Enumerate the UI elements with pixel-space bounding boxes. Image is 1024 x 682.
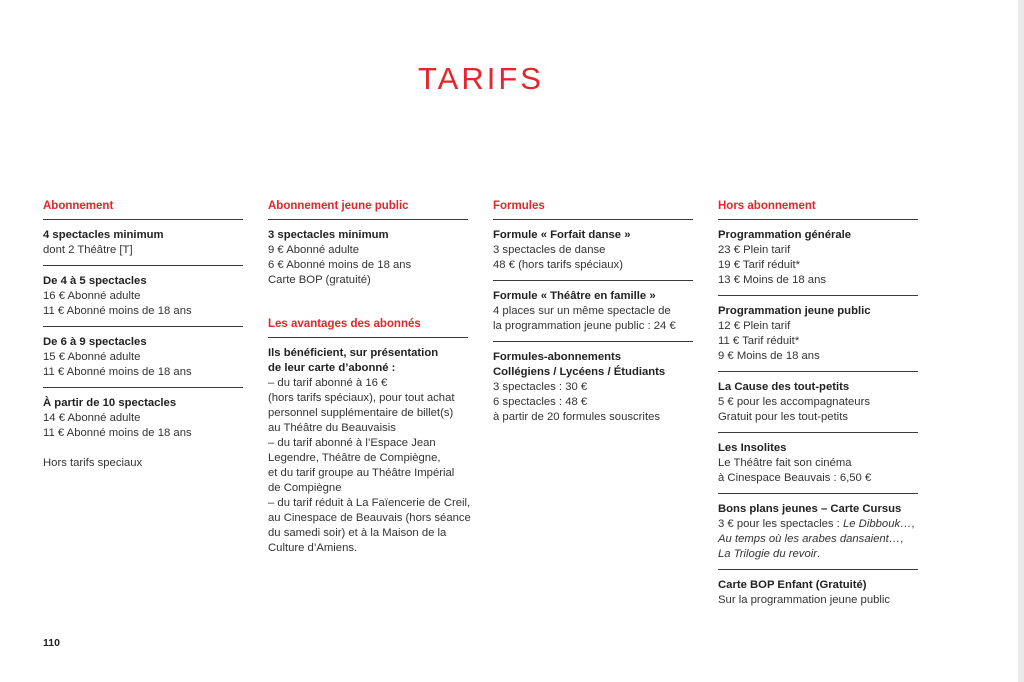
block-line: 3 spectacles : 30 € xyxy=(493,381,588,393)
line-text: . xyxy=(817,548,821,560)
block-programmation-generale xyxy=(718,220,918,296)
block-line: 9 € Moins de 18 ans xyxy=(718,350,820,362)
block-line: – du tarif réduit à La Faïencerie de Creil, xyxy=(268,497,471,509)
note-hors-tarifs: Hors tarifs speciaux xyxy=(43,457,143,469)
heading-hors-abonnement: Hors abonnement xyxy=(718,199,918,220)
block-carte-bop-enfant xyxy=(718,570,918,615)
block-bons-plans-jeunes xyxy=(718,494,918,570)
block-line: 15 € Abonné adulte xyxy=(43,351,141,363)
heading-abonnement: Abonnement xyxy=(43,199,243,220)
block-line: 11 € Tarif réduit* xyxy=(718,335,800,347)
block-line: 6 spectacles : 48 € xyxy=(493,396,588,408)
block-line: au Cinespace de Beauvais (hors séance xyxy=(268,512,471,524)
block-line xyxy=(718,532,918,547)
block-line: 9 € Abonné adulte xyxy=(268,244,360,256)
block-line: 16 € Abonné adulte xyxy=(43,290,141,302)
line-text: 3 € pour les spectacles : xyxy=(718,518,843,530)
block-4-spectacles xyxy=(43,220,243,266)
column-hors-abonnement xyxy=(718,199,918,615)
block-6-9-spectacles xyxy=(43,327,243,388)
block-line xyxy=(718,517,918,532)
column-jeune-public xyxy=(268,199,471,563)
block-avantages xyxy=(268,338,471,563)
show-title: La Trilogie du revoir xyxy=(718,548,817,560)
line-text: , xyxy=(900,533,904,545)
block-insolites xyxy=(718,433,918,494)
block-title: À partir de 10 spectacles xyxy=(43,397,177,409)
block-line: personnel supplémentaire de billet(s) xyxy=(268,407,454,419)
page-edge xyxy=(1018,0,1024,682)
block-line: – du tarif abonné à l’Espace Jean xyxy=(268,437,436,449)
block-line: 11 € Abonné moins de 18 ans xyxy=(43,366,192,378)
block-line: au Théâtre du Beauvaisis xyxy=(268,422,396,434)
block-line: Le Théâtre fait son cinéma xyxy=(718,457,852,469)
block-line: 13 € Moins de 18 ans xyxy=(718,274,827,286)
block-programmation-jeune-public xyxy=(718,296,918,372)
block-line xyxy=(718,547,918,562)
block-title: De 4 à 5 spectacles xyxy=(43,275,147,287)
block-title: Formule « Forfait danse » xyxy=(493,229,631,241)
block-title: 4 spectacles minimum xyxy=(43,229,164,241)
block-line: et du tarif groupe au Théâtre Impérial xyxy=(268,467,455,479)
block-line: 23 € Plein tarif xyxy=(718,244,791,256)
column-formules xyxy=(493,199,693,432)
block-line: de Compiègne xyxy=(268,482,342,494)
block-line: Gratuit pour les tout-petits xyxy=(718,411,848,423)
block-10-spectacles xyxy=(43,388,243,448)
block-line: la programmation jeune public : 24 € xyxy=(493,320,676,332)
block-line: 6 € Abonné moins de 18 ans xyxy=(268,259,412,271)
block-line: dont 2 Théâtre [T] xyxy=(43,244,133,256)
block-forfait-danse xyxy=(493,220,693,281)
heading-abonnement-jeune-public: Abonnement jeune public xyxy=(268,199,468,220)
block-line: à partir de 20 formules souscrites xyxy=(493,411,661,423)
block-line: 3 spectacles de danse xyxy=(493,244,606,256)
block-theatre-famille xyxy=(493,281,693,342)
block-line: 48 € (hors tarifs spéciaux) xyxy=(493,259,623,271)
block-line: 5 € pour les accompagnateurs xyxy=(718,396,870,408)
line-text: , xyxy=(911,518,915,530)
page-title: TARIFS xyxy=(418,60,544,96)
block-line: 11 € Abonné moins de 18 ans xyxy=(43,427,192,439)
heading-avantages: Les avantages des abonnés xyxy=(268,317,468,338)
block-line: 14 € Abonné adulte xyxy=(43,412,141,424)
block-line: 19 € Tarif réduit* xyxy=(718,259,801,271)
block-line: 11 € Abonné moins de 18 ans xyxy=(43,305,192,317)
block-title: Carte BOP Enfant (Gratuité) xyxy=(718,579,867,591)
column-abonnement xyxy=(43,199,243,471)
block-line: 4 places sur un même spectacle de xyxy=(493,305,671,317)
block-line: à Cinespace Beauvais : 6,50 € xyxy=(718,472,872,484)
block-title: La Cause des tout-petits xyxy=(718,381,850,393)
show-title: Le Dibbouk… xyxy=(842,518,912,530)
block-title: Formules-abonnements xyxy=(493,351,622,363)
block-line: Carte BOP (gratuité) xyxy=(268,274,371,286)
block-title: Les Insolites xyxy=(718,442,787,454)
block-title: Ils bénéficient, sur présentation xyxy=(268,347,439,359)
block-title: Formule « Théâtre en famille » xyxy=(493,290,656,302)
show-title: Au temps où les arabes dansaient… xyxy=(718,533,901,545)
block-title: de leur carte d’abonné : xyxy=(268,362,396,374)
block-4-5-spectacles xyxy=(43,266,243,327)
block-line: Sur la programmation jeune public xyxy=(718,594,891,606)
page-number: 110 xyxy=(43,637,60,649)
heading-formules: Formules xyxy=(493,199,693,220)
block-line: – du tarif abonné à 16 € xyxy=(268,377,388,389)
block-line: Legendre, Théâtre de Compiègne, xyxy=(268,452,441,464)
block-3-spectacles xyxy=(268,220,468,295)
block-cause-tout-petits xyxy=(718,372,918,433)
block-formules-abonnements xyxy=(493,342,693,432)
block-line: Culture d’Amiens. xyxy=(268,542,358,554)
block-subtitle: Collégiens / Lycéens / Étudiants xyxy=(493,366,666,378)
block-title: De 6 à 9 spectacles xyxy=(43,336,147,348)
block-title: Programmation jeune public xyxy=(718,305,871,317)
block-line: du samedi soir) et à la Maison de la xyxy=(268,527,447,539)
block-line: 12 € Plein tarif xyxy=(718,320,791,332)
block-title: Programmation générale xyxy=(718,229,852,241)
block-line: (hors tarifs spéciaux), pour tout achat xyxy=(268,392,455,404)
block-title: 3 spectacles minimum xyxy=(268,229,389,241)
block-title: Bons plans jeunes – Carte Cursus xyxy=(718,503,902,515)
